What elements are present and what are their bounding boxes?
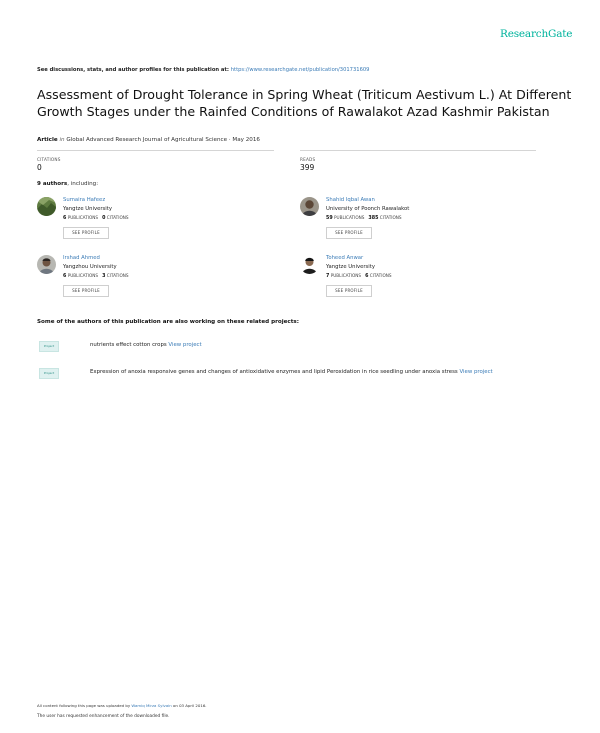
avatar[interactable] <box>300 197 319 216</box>
project-title: Expression of anoxia responsive genes and changes of antioxidative enzymes and lipid Peroxidation in rice seedling under anoxia stress <box>90 369 460 375</box>
author-institution: Yangtze University <box>63 206 112 212</box>
author-name[interactable]: Toheed Anwar <box>326 255 364 261</box>
publication-url-link[interactable]: https://www.researchgate.net/publication/301731609 <box>230 67 370 73</box>
citations-count: 0 <box>37 163 42 172</box>
project-item <box>90 369 493 375</box>
avatar[interactable] <box>37 197 56 216</box>
author-stats: 6 PUBLICATIONS 3 CITATIONS <box>63 273 129 279</box>
avatar[interactable] <box>300 255 319 274</box>
reads-count: 399 <box>300 163 315 172</box>
author-name[interactable]: Shahid Iqbal Awan <box>326 197 375 203</box>
author-card <box>300 197 540 247</box>
author-institution: Yangtze University <box>326 264 375 270</box>
discussion-line <box>37 67 369 73</box>
article-meta <box>37 137 260 143</box>
author-stats: 59 PUBLICATIONS 385 CITATIONS <box>326 215 402 221</box>
citations-divider <box>37 150 274 151</box>
author-name[interactable]: Irshad Ahmed <box>63 255 100 261</box>
project-thumbnail[interactable]: Project <box>39 341 59 352</box>
project-title: nutrients effect cotton crops <box>90 342 169 348</box>
author-institution: University of Poonch Rawalakot <box>326 206 410 212</box>
reads-label: READS <box>300 157 316 162</box>
see-profile-button[interactable]: SEE PROFILE <box>63 227 109 239</box>
see-profile-button[interactable]: SEE PROFILE <box>63 285 109 297</box>
article-in-label: in <box>59 137 65 143</box>
view-project-link[interactable]: View project <box>168 342 202 348</box>
author-card <box>300 255 540 305</box>
uploader-link[interactable]: Wamiq Mirza Sylvain <box>131 703 172 708</box>
author-name[interactable]: Sumaira Hafeez <box>63 197 106 203</box>
related-projects-heading: Some of the authors of this publication are also working on these related projects: <box>37 319 299 325</box>
author-stats: 7 PUBLICATIONS 6 CITATIONS <box>326 273 392 279</box>
article-type: Article <box>37 137 58 143</box>
view-project-link[interactable]: View project <box>459 369 493 375</box>
researchgate-logo[interactable]: ResearchGate <box>500 28 573 40</box>
publication-title: Assessment of Drought Tolerance in Spring Wheat (Triticum Aestivum L.) At Different Growth Stages under the Rainfed Conditions of Rawalakot Azad Kashmir Pakistan <box>37 87 572 119</box>
see-profile-button[interactable]: SEE PROFILE <box>326 227 372 239</box>
authors-heading <box>37 181 98 187</box>
author-stats: 6 PUBLICATIONS 0 CITATIONS <box>63 215 129 221</box>
author-institution: Yangzhou University <box>63 264 117 270</box>
project-thumbnail[interactable]: Project <box>39 368 59 379</box>
authors-heading-suffix: , including: <box>67 181 99 187</box>
authors-count: 9 authors <box>37 181 68 187</box>
reads-divider <box>300 150 536 151</box>
discussion-prefix: See discussions, stats, and author profiles for this publication at: <box>37 67 231 73</box>
enhancement-note: The user has requested enhancement of the downloaded file. <box>37 714 170 719</box>
avatar[interactable] <box>37 255 56 274</box>
see-profile-button[interactable]: SEE PROFILE <box>326 285 372 297</box>
citations-label: CITATIONS <box>37 157 61 162</box>
author-card <box>37 255 277 305</box>
article-venue[interactable]: Global Advanced Research Journal of Agricultural Science · May 2016 <box>66 137 260 143</box>
upload-note: All content following this page was uploaded by Wamiq Mirza Sylvain on 03 April 2016. <box>37 703 207 708</box>
project-item <box>90 342 202 348</box>
author-card <box>37 197 277 247</box>
